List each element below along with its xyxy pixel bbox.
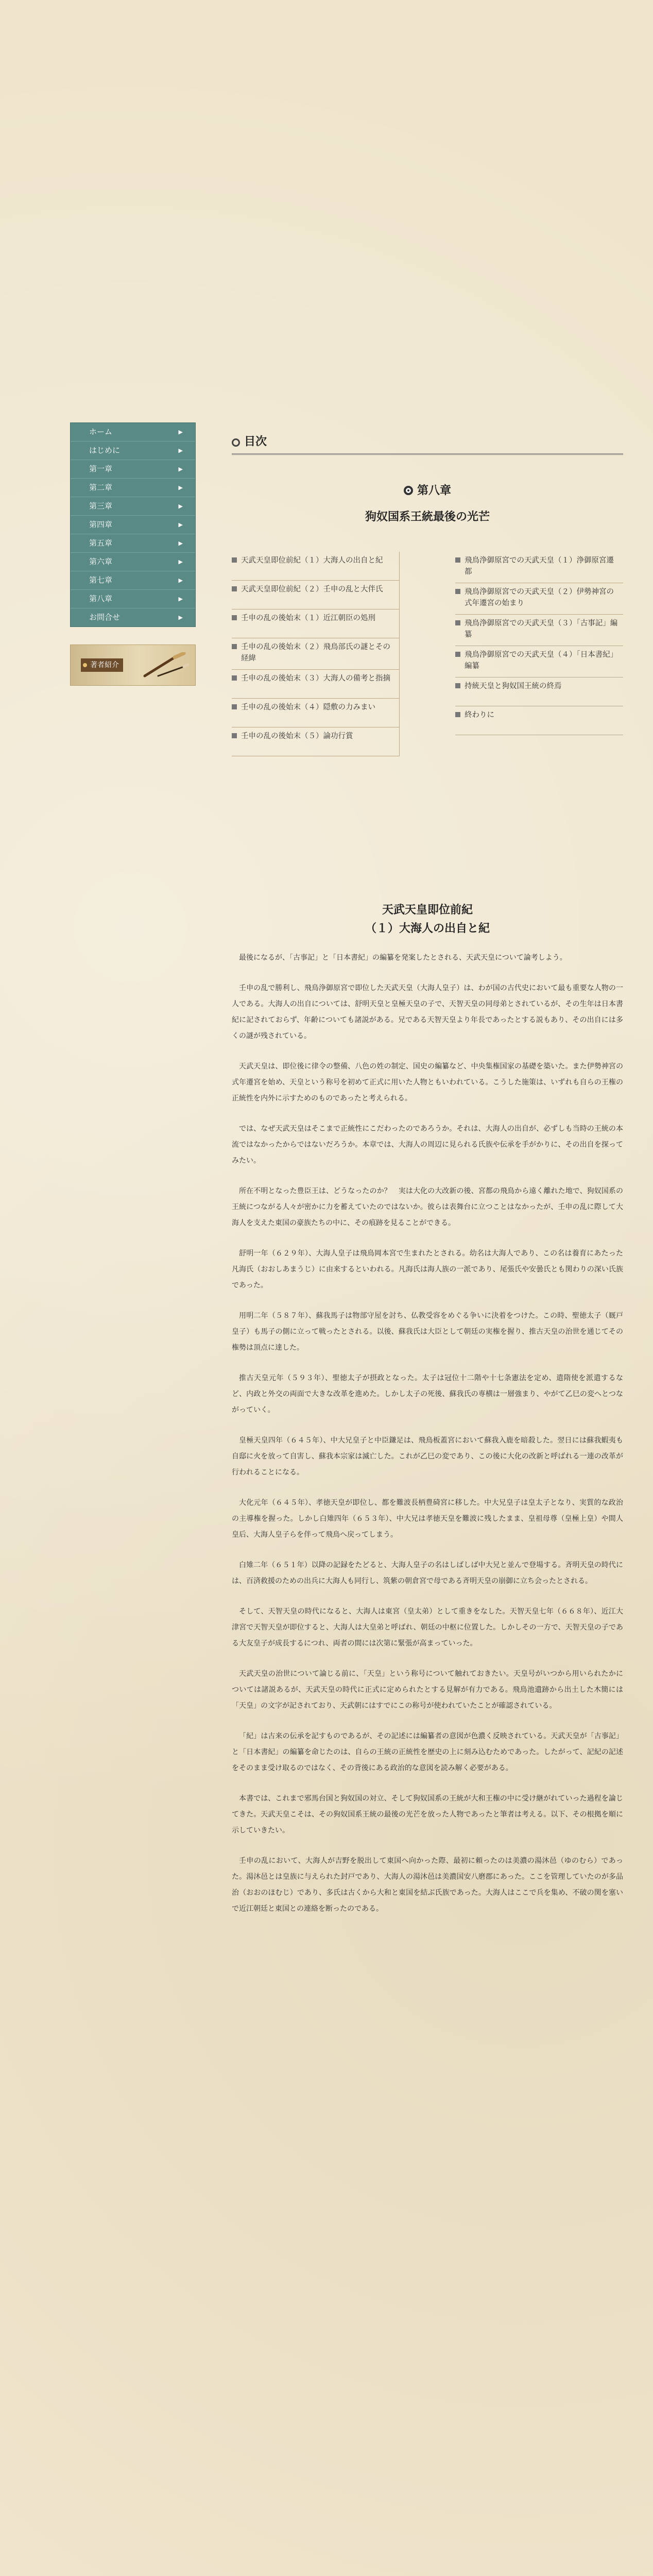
toc-heading xyxy=(232,433,623,455)
nav-item-chapter-4[interactable] xyxy=(71,516,195,534)
article-paragraph: 皇極天皇四年（６４５年）、中大兄皇子と中臣鎌足は、飛鳥板蓋宮において蘇我入鹿を暗殺した。翌日には蘇我蝦夷も自邸に火を放って自害し、蘇我本宗家は滅亡した。これが乙巳の変であり、この後に大化の改新と呼ばれる一連の改革が行われることになる。 xyxy=(232,1436,623,1477)
toc-table xyxy=(232,552,623,756)
article-paragraph: 天武天皇の治世について論じる前に、「天皇」という称号について触れておきたい。天皇号がいつから用いられたかについては諸説あるが、天武天皇の時代に正式に定められたとする見解が有力である。飛鳥池遺跡から出土した木簡には「天皇」の文字が記されており、天武朝にはすでにこの称号が使われていたことが確認されている。 xyxy=(232,1670,623,1710)
chapter-subtitle: 狗奴国系王統最後の光芒 xyxy=(365,510,490,523)
chapter-title xyxy=(232,482,623,498)
chevron-right-icon: ▶ xyxy=(178,614,183,621)
nav-item-label: 第三章 xyxy=(89,501,113,511)
article-paragraph: 最後になるが、「古事記」と「日本書紀」の編纂を発案したとされる、天武天皇について論考しよう。 xyxy=(239,954,567,962)
nav-item-label: 第四章 xyxy=(89,520,113,529)
sidebar-nav xyxy=(70,422,196,627)
chevron-right-icon: ▶ xyxy=(178,596,183,602)
main-content xyxy=(232,433,623,1931)
nav-item-label: 第一章 xyxy=(89,464,113,473)
article-paragraph: 本書では、これまで邪馬台国と狗奴国の対立、そして狗奴国系の王統が大和王権の中に受け継がれていった過程を論じてきた。天武天皇こそは、その狗奴国系王統の最後の光芒を放った人物であったと筆者は考える。以下、その根拠を順に示していきたい。 xyxy=(232,1794,623,1835)
article-paragraph: そして、天智天皇の時代になると、大海人は東宮（皇太弟）として重きをなした。天智天皇七年（６６８年）、近江大津宮で天智天皇が即位すると、大海人は大皇弟と呼ばれ、朝廷の中枢に位置した。しかしその一方で、天智天皇の子である大友皇子が成長するにつれ、両者の間には次第に緊張が高まっていった。 xyxy=(232,1607,623,1648)
nav-item-chapter-3[interactable] xyxy=(71,497,195,516)
toc-link[interactable]: 持統天皇と狗奴国王統の終焉 xyxy=(455,677,623,706)
article-paragraph: 天武天皇は、即位後に律令の整備、八色の姓の制定、国史の編纂など、中央集権国家の基礎を築いた。また伊勢神宮の式年遷宮を始め、天皇という称号を初めて正式に用いた人物ともいわれている。こうした施策は、いずれも自らの王権の正統性を内外に示すためのものであったと考えられる。 xyxy=(232,1062,623,1103)
author-label-text: 著者紹介 xyxy=(90,661,119,669)
chevron-right-icon: ▶ xyxy=(178,540,183,547)
nav-item-label: 第八章 xyxy=(89,594,113,603)
chevron-right-icon: ▶ xyxy=(178,521,183,528)
chevron-right-icon: ▶ xyxy=(178,466,183,472)
nav-item-contact[interactable] xyxy=(71,608,195,626)
article-body xyxy=(232,950,623,1917)
article-paragraph: 「紀」は古来の伝承を記すものであるが、その記述には編纂者の意図が色濃く反映されている。天武天皇が「古事記」と「日本書紀」の編纂を命じたのは、自らの王統の正統性を歴史の上に刻み込むためであった。したがって、記紀の記述をそのまま受け取るのではなく、その背後にある政治的な意図を読み解く必要がある。 xyxy=(232,1732,623,1772)
nav-item-label: はじめに xyxy=(89,446,121,455)
chevron-right-icon: ▶ xyxy=(178,447,183,454)
article-paragraph: 所在不明となった豊臣王は、どうなったのか？ 実は大化の大改新の後、宮都の飛鳥から遠く離れた地で、狗奴国系の王統につながる人々が密かに力を蓄えていたのではないか。彼らは表舞台に立つことはなかったが、壬申の乱に際して大海人を支えた東国の豪族たちの中に、その痕跡を見ることができる。 xyxy=(232,1187,623,1227)
toc-link[interactable]: 飛鳥浄御原宮での天武天皇（１）浄御原宮遷都 xyxy=(455,552,623,583)
toc-link[interactable]: 天武天皇即位前紀（１）大海人の出自と紀 xyxy=(232,552,400,581)
author-banner[interactable] xyxy=(70,645,196,686)
toc-column-right xyxy=(455,552,623,756)
nav-item-intro[interactable] xyxy=(71,442,195,460)
article-paragraph: 壬申の乱において、大海人が吉野を脱出して東国へ向かった際、最初に頼ったのは美濃の湯沐邑（ゆのむら）であった。湯沐邑とは皇族に与えられた封戸であり、大海人の湯沐邑は美濃国安八磨郡にあった。ここを管理していたのが多品治（おおのほむじ）であり、多氏は古くから大和と東国を結ぶ氏族であった。大海人はここで兵を集め、不破の関を塞いで近江朝廷と東国との連絡を断ったのである。 xyxy=(232,1857,623,1913)
nav-item-label: 第五章 xyxy=(89,538,113,548)
chevron-right-icon: ▶ xyxy=(178,577,183,584)
chevron-right-icon: ▶ xyxy=(178,558,183,565)
toc-link[interactable]: 終わりに xyxy=(455,706,623,735)
chevron-right-icon: ▶ xyxy=(178,429,183,435)
toc-link[interactable]: 壬申の乱の後始末（４）隠敷の力みまい xyxy=(232,699,400,727)
toc-column-left xyxy=(232,552,400,756)
toc-heading-text: 目次 xyxy=(244,435,267,448)
article-title-line2: （１）大海人の出自と紀 xyxy=(365,922,490,935)
article-paragraph: 大化元年（６４５年）、孝徳天皇が即位し、都を難波長柄豊碕宮に移した。中大兄皇子は皇太子となり、実質的な政治の主導権を握った。しかし白雉四年（６５３年）、中大兄は孝徳天皇を難波に残したまま、皇祖母尊（皇極上皇）や間人皇后、大海人皇子らを伴って飛鳥へ戻ってしまう。 xyxy=(232,1499,623,1539)
nav-item-chapter-2[interactable] xyxy=(71,479,195,497)
article-paragraph: では、なぜ天武天皇はそこまで正統性にこだわったのであろうか。それは、大海人の出自が、必ずしも当時の王統の本流ではなかったからではないだろうか。本章では、大海人の周辺に見られる氏族や伝承を手がかりに、その出自を探ってみたい。 xyxy=(232,1125,623,1165)
toc-link[interactable]: 天武天皇即位前紀（２）壬申の乱と大伴氏 xyxy=(232,581,400,609)
bullet-icon xyxy=(83,663,87,667)
toc-link[interactable]: 飛鳥浄御原宮での天武天皇（２）伊勢神宮の式年遷宮の始まり xyxy=(455,583,623,615)
nav-item-label: 第六章 xyxy=(89,557,113,566)
article-title-line1: 天武天皇即位前紀 xyxy=(382,903,473,917)
nav-item-chapter-1[interactable] xyxy=(71,460,195,479)
chevron-right-icon: ▶ xyxy=(178,503,183,510)
article-paragraph: 白雉二年（６５１年）以降の記録をたどると、大海人皇子の名はしばしば中大兄と並んで登場する。斉明天皇の時代には、百済救援のための出兵に大海人も同行し、筑紫の朝倉宮で母である斉明天皇の崩御に立ち会ったとされる。 xyxy=(232,1561,623,1585)
nav-item-chapter-5[interactable] xyxy=(71,534,195,553)
nav-item-home[interactable] xyxy=(71,423,195,442)
brush-icon xyxy=(143,652,189,679)
toc-link[interactable]: 飛鳥浄御原宮での天武天皇（３）「古事記」編纂 xyxy=(455,615,623,646)
sidebar xyxy=(70,422,196,686)
nav-item-label: 第七章 xyxy=(89,575,113,585)
toc-link[interactable]: 飛鳥浄御原宮での天武天皇（４）「日本書紀」編纂 xyxy=(455,646,623,677)
nav-item-chapter-7[interactable] xyxy=(71,571,195,590)
nav-item-label: お問合せ xyxy=(89,613,121,622)
article-title xyxy=(232,901,623,938)
toc-link[interactable]: 壬申の乱の後始末（２）飛鳥部氏の謎とその経緯 xyxy=(232,638,400,670)
chevron-right-icon: ▶ xyxy=(178,484,183,491)
nav-item-chapter-8[interactable] xyxy=(71,590,195,608)
article-paragraph: 壬申の乱で勝利し、飛鳥浄御原宮で即位した天武天皇（大海人皇子）は、わが国の古代史において最も重要な人物の一人である。大海人の出自については、舒明天皇と皇極天皇の子で、天智天皇の同母弟とされているが、その生年は日本書紀に記されておらず、年齢についても諸説がある。兄である天智天皇より年長であったとする説もあり、その出自には多くの謎が残されている。 xyxy=(232,984,623,1040)
author-label xyxy=(81,658,123,672)
circle-bullet-icon xyxy=(232,438,240,447)
nav-item-chapter-6[interactable] xyxy=(71,553,195,571)
nav-item-label: 第二章 xyxy=(89,483,113,492)
article-paragraph: 推古天皇元年（５９３年）、聖徳太子が摂政となった。太子は冠位十二階や十七条憲法を定め、遣隋使を派遣するなど、内政と外交の両面で大きな改革を進めた。しかし太子の死後、蘇我氏の専横は一層強まり、やがて乙巳の変へとつながっていく。 xyxy=(232,1374,623,1414)
toc-link[interactable]: 壬申の乱の後始末（１）近江朝臣の処刑 xyxy=(232,609,400,638)
toc-link[interactable]: 壬申の乱の後始末（３）大海人の備考と指摘 xyxy=(232,670,400,699)
article-paragraph: 用明二年（５８７年）、蘇我馬子は物部守屋を討ち、仏教受容をめぐる争いに決着をつけた。この時、聖徳太子（厩戸皇子）も馬子の側に立って戦ったとされる。以後、蘇我氏は大臣として朝廷の実権を握り、推古天皇の治世を通じてその権勢は頂点に達した。 xyxy=(232,1312,623,1352)
article-paragraph: 舒明一年（６２９年）、大海人皇子は飛鳥岡本宮で生まれたとされる。幼名は大海人であり、この名は養育にあたった凡海氏（おおしあまうじ）に由来するといわれる。凡海氏は海人族の一派であり、尾張氏や安曇氏とも関わりの深い氏族であった。 xyxy=(232,1249,623,1290)
nav-item-label: ホーム xyxy=(89,427,113,436)
chapter-title-text: 第八章 xyxy=(417,484,451,497)
toc-link[interactable]: 壬申の乱の後始末（５）論功行賞 xyxy=(232,727,400,756)
ring-bullet-icon xyxy=(404,486,413,495)
